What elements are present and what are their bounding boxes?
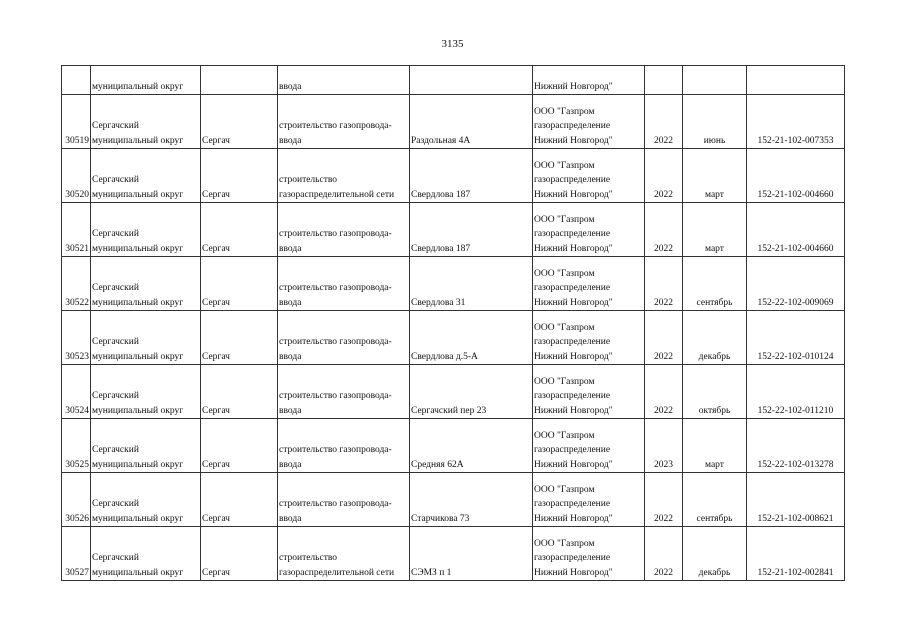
code-cell: 152-21-102-004660 (747, 203, 845, 257)
work-type-cell-line-2: ввода (279, 513, 302, 524)
municipality-cell-line-2: муниципальный округ (92, 351, 184, 362)
municipality-cell-line-2: муниципальный округ (92, 567, 184, 578)
work-type-cell-line-2: ввода (279, 297, 302, 308)
locality-cell: Сергач (201, 257, 278, 311)
municipality-cell-line-1: Сергачский (92, 391, 139, 401)
address-cell: Раздольная 4А (410, 95, 533, 149)
municipality-cell (91, 419, 201, 473)
organization-cell-line-3: Нижний Новгород" (534, 405, 613, 416)
municipality-cell-line-2: муниципальный округ (92, 405, 184, 416)
work-type-cell: ввода (278, 66, 410, 95)
organization-cell-line-1: ООО "Газпром (534, 160, 595, 171)
year-cell: 2022 (645, 365, 683, 419)
municipality-cell (91, 527, 201, 581)
organization-cell-line-3: Нижний Новгород" (534, 459, 613, 470)
organization-cell-line-2: газораспределение (534, 553, 611, 563)
year-cell: 2022 (645, 257, 683, 311)
work-type-cell (278, 149, 410, 203)
address-cell: Свердлова д.5-А (410, 311, 533, 365)
code-cell: 152-21-102-004660 (747, 149, 845, 203)
row-number: 30521 (62, 203, 91, 257)
organization-cell-line-2: газораспределение (534, 283, 611, 293)
work-type-cell (278, 203, 410, 257)
organization-cell-line-3: Нижний Новгород" (534, 135, 613, 146)
organization-cell (533, 419, 645, 473)
code-cell: 152-21-102-008621 (747, 473, 845, 527)
locality-cell: Сергач (201, 419, 278, 473)
work-type-cell (278, 527, 410, 581)
table-row (62, 95, 845, 149)
address-cell: Свердлова 187 (410, 203, 533, 257)
table-row (62, 311, 845, 365)
code-cell: 152-21-102-007353 (747, 95, 845, 149)
organization-cell-line-2: газораспределение (534, 445, 611, 455)
municipality-cell-line-1: Сергачский (92, 175, 139, 185)
municipality-cell-line-2: муниципальный округ (92, 297, 184, 308)
work-type-cell-line-2: ввода (279, 405, 302, 416)
address-cell: Старчикова 73 (410, 473, 533, 527)
month-cell: июнь (683, 95, 747, 149)
month-cell: декабрь (683, 311, 747, 365)
organization-cell-line-3: Нижний Новгород" (534, 351, 613, 362)
organization-cell-line-2: газораспределение (534, 175, 611, 185)
table-row (62, 365, 845, 419)
code-cell: 152-22-102-013278 (747, 419, 845, 473)
address-cell: Свердлова 187 (410, 149, 533, 203)
work-type-cell-line-1: строительство газопровода- (279, 121, 392, 131)
month-cell: март (683, 419, 747, 473)
work-type-cell-line-1: строительство (279, 175, 338, 185)
work-type-cell-line-2: ввода (279, 351, 302, 362)
organization-cell-line-3: Нижний Новгород" (534, 189, 613, 200)
work-type-cell-line-2: газораспределительной сети (279, 567, 395, 578)
work-type-cell (278, 257, 410, 311)
row-number (62, 66, 91, 95)
locality-cell: Сергач (201, 311, 278, 365)
row-number: 30519 (62, 95, 91, 149)
locality-cell (201, 66, 278, 95)
row-number: 30522 (62, 257, 91, 311)
table-row (62, 419, 845, 473)
work-type-cell (278, 311, 410, 365)
municipality-cell-line-1: Сергачский (92, 229, 139, 239)
work-type-cell-line-1: строительство газопровода- (279, 499, 392, 509)
organization-cell (533, 311, 645, 365)
year-cell (645, 66, 683, 95)
municipality-cell (91, 311, 201, 365)
organization-cell-line-1: ООО "Газпром (534, 376, 595, 387)
table-body (62, 66, 845, 581)
register-table (61, 65, 845, 581)
year-cell: 2022 (645, 95, 683, 149)
organization-cell (533, 257, 645, 311)
address-cell: Сергачский пер 23 (410, 365, 533, 419)
organization-cell (533, 203, 645, 257)
organization-cell-line-1: ООО "Газпром (534, 484, 595, 495)
month-cell: март (683, 203, 747, 257)
work-type-cell (278, 95, 410, 149)
code-cell (747, 66, 845, 95)
municipality-cell-line-2: муниципальный округ (92, 513, 184, 524)
table-row (62, 473, 845, 527)
organization-cell-line-3: Нижний Новгород" (534, 513, 613, 524)
row-number: 30524 (62, 365, 91, 419)
work-type-cell-line-1: строительство газопровода- (279, 283, 392, 293)
municipality-cell-line-2: муниципальный округ (92, 135, 184, 146)
organization-cell-line-2: газораспределение (534, 229, 611, 239)
page-number: 3135 (441, 38, 464, 50)
address-cell (410, 66, 533, 95)
work-type-cell-line-2: ввода (279, 135, 302, 146)
organization-cell: Нижний Новгород" (533, 66, 645, 95)
organization-cell-line-2: газораспределение (534, 337, 611, 347)
month-cell: март (683, 149, 747, 203)
table-row (62, 149, 845, 203)
municipality-cell-line-1: Сергачский (92, 445, 139, 455)
code-cell: 152-22-102-010124 (747, 311, 845, 365)
organization-cell-line-1: ООО "Газпром (534, 322, 595, 333)
year-cell: 2022 (645, 203, 683, 257)
locality-cell: Сергач (201, 203, 278, 257)
continuation-row (62, 66, 845, 95)
organization-cell-line-1: ООО "Газпром (534, 214, 595, 225)
month-cell: октябрь (683, 365, 747, 419)
work-type-cell-line-2: газораспределительной сети (279, 189, 395, 200)
municipality-cell (91, 473, 201, 527)
organization-cell (533, 527, 645, 581)
table-row (62, 257, 845, 311)
year-cell: 2023 (645, 419, 683, 473)
organization-cell-line-1: ООО "Газпром (534, 430, 595, 441)
municipality-cell-line-1: Сергачский (92, 499, 139, 509)
address-cell: Свердлова 31 (410, 257, 533, 311)
row-number: 30526 (62, 473, 91, 527)
locality-cell: Сергач (201, 149, 278, 203)
work-type-cell (278, 419, 410, 473)
municipality-cell (91, 257, 201, 311)
year-cell: 2022 (645, 149, 683, 203)
municipality-cell-line-1: Сергачский (92, 337, 139, 347)
work-type-cell-line-1: строительство газопровода- (279, 445, 392, 455)
work-type-cell-line-1: строительство газопровода- (279, 391, 392, 401)
table-row (62, 203, 845, 257)
organization-cell-line-3: Нижний Новгород" (534, 243, 613, 254)
table-row (62, 527, 845, 581)
organization-cell-line-1: ООО "Газпром (534, 538, 595, 549)
locality-cell: Сергач (201, 365, 278, 419)
organization-cell-line-1: ООО "Газпром (534, 268, 595, 279)
work-type-cell-line-2: ввода (279, 459, 302, 470)
organization-cell-line-1: ООО "Газпром (534, 106, 595, 117)
municipality-cell-line-2: муниципальный округ (92, 189, 184, 200)
locality-cell: Сергач (201, 527, 278, 581)
year-cell: 2022 (645, 311, 683, 365)
organization-cell (533, 149, 645, 203)
address-cell: Средняя 62А (410, 419, 533, 473)
municipality-cell (91, 95, 201, 149)
organization-cell-line-2: газораспределение (534, 499, 611, 509)
municipality-cell-line-1: Сергачский (92, 121, 139, 131)
municipality-cell-line-2: муниципальный округ (92, 459, 184, 470)
organization-cell-line-2: газораспределение (534, 121, 611, 131)
municipality-cell-line-1: Сергачский (92, 283, 139, 293)
organization-cell-line-2: газораспределение (534, 391, 611, 401)
work-type-cell (278, 473, 410, 527)
municipality-cell (91, 365, 201, 419)
work-type-cell-line-1: строительство газопровода- (279, 229, 392, 239)
organization-cell (533, 95, 645, 149)
work-type-cell (278, 365, 410, 419)
row-number: 30525 (62, 419, 91, 473)
code-cell: 152-22-102-011210 (747, 365, 845, 419)
municipality-cell: муниципальный округ (91, 66, 201, 95)
locality-cell: Сергач (201, 473, 278, 527)
organization-cell (533, 473, 645, 527)
month-cell: декабрь (683, 527, 747, 581)
locality-cell: Сергач (201, 95, 278, 149)
row-number: 30523 (62, 311, 91, 365)
municipality-cell (91, 203, 201, 257)
organization-cell-line-3: Нижний Новгород" (534, 297, 613, 308)
year-cell: 2022 (645, 473, 683, 527)
year-cell: 2022 (645, 527, 683, 581)
municipality-cell (91, 149, 201, 203)
code-cell: 152-22-102-009069 (747, 257, 845, 311)
work-type-cell-line-1: строительство (279, 553, 338, 563)
month-cell: сентябрь (683, 257, 747, 311)
organization-cell-line-3: Нижний Новгород" (534, 567, 613, 578)
month-cell: сентябрь (683, 473, 747, 527)
municipality-cell-line-2: муниципальный округ (92, 243, 184, 254)
row-number: 30520 (62, 149, 91, 203)
code-cell: 152-21-102-002841 (747, 527, 845, 581)
municipality-cell-line-1: Сергачский (92, 553, 139, 563)
work-type-cell-line-1: строительство газопровода- (279, 337, 392, 347)
month-cell (683, 66, 747, 95)
work-type-cell-line-2: ввода (279, 243, 302, 254)
row-number: 30527 (62, 527, 91, 581)
organization-cell (533, 365, 645, 419)
address-cell: СЭМЗ п 1 (410, 527, 533, 581)
